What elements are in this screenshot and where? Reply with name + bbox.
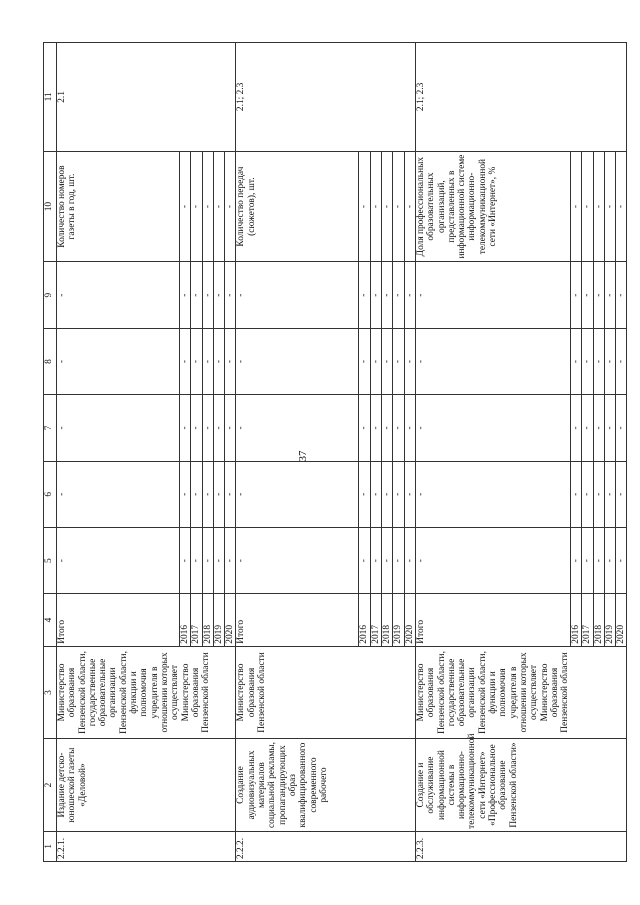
table-cell: - [180, 151, 191, 262]
table-cell: - [593, 461, 604, 527]
table-cell: - [180, 262, 191, 328]
table-cell: - [180, 528, 191, 594]
program-table [43, 42, 627, 862]
table-cell: - [604, 151, 615, 262]
table-cell: - [213, 461, 224, 527]
header-cell: 4 [44, 594, 57, 646]
table-cell: - [370, 262, 381, 328]
table-cell: - [202, 328, 213, 394]
table-cell: - [404, 395, 415, 461]
table-cell: - [404, 528, 415, 594]
table-cell: 2016 [180, 594, 191, 646]
table-cell: - [225, 395, 236, 461]
table-cell: - [616, 395, 627, 461]
table-cell: - [202, 151, 213, 262]
table-cell: - [415, 395, 570, 461]
table-cell: - [213, 328, 224, 394]
table-cell: - [415, 262, 570, 328]
header-cell: 3 [44, 646, 57, 739]
table-cell: - [57, 461, 180, 527]
table-cell: - [415, 461, 570, 527]
table-cell: Итого [236, 594, 359, 646]
table-cell: - [582, 151, 593, 262]
table-cell: - [604, 328, 615, 394]
table-cell: - [570, 528, 581, 594]
table-cell: - [616, 328, 627, 394]
table-cell: 2017 [582, 594, 593, 646]
table-cell: - [370, 151, 381, 262]
table-cell: - [202, 395, 213, 461]
table-cell: 2020 [404, 594, 415, 646]
table-row [57, 43, 180, 862]
table-cell: - [382, 151, 393, 262]
table-cell: 2019 [393, 594, 404, 646]
table-cell: - [593, 328, 604, 394]
table-cell: - [393, 151, 404, 262]
table-cell: Доля профессиональных образовательных организаций, представленных в информационной системе информационно-телекоммуникационной сети «Интернет», % [415, 151, 570, 262]
table-cell: - [57, 528, 180, 594]
table-cell: - [180, 328, 191, 394]
table-cell: 2.1 [57, 43, 236, 152]
table-cell: - [604, 528, 615, 594]
table-cell: Издание детско-юношеской газеты «Деловой» [57, 739, 236, 832]
table-row [415, 43, 570, 862]
table-cell: - [382, 328, 393, 394]
header-cell: 5 [44, 528, 57, 594]
table-cell: - [191, 328, 202, 394]
rotated-table-container [43, 42, 627, 862]
table-cell: - [236, 461, 359, 527]
table-cell: Количество передач (сюжетов), шт. [236, 151, 359, 262]
table-cell: - [404, 461, 415, 527]
table-cell: - [359, 328, 370, 394]
table-cell: - [180, 395, 191, 461]
table-cell: - [393, 262, 404, 328]
table-cell: 2017 [191, 594, 202, 646]
table-cell: - [191, 528, 202, 594]
table-cell: - [393, 461, 404, 527]
table-cell: - [415, 328, 570, 394]
table-cell: - [604, 262, 615, 328]
table-cell: - [202, 528, 213, 594]
table-cell: - [593, 528, 604, 594]
table-cell: - [404, 262, 415, 328]
table-cell: - [582, 395, 593, 461]
table-cell: - [57, 262, 180, 328]
table-cell: - [225, 151, 236, 262]
table-cell: Создание аудиовизуальных материалов социальной рекламы, пропагандирующих образ квалифицированного современного рабочего [236, 739, 415, 832]
table-cell: - [359, 528, 370, 594]
header-cell: 7 [44, 395, 57, 461]
table-cell: - [236, 262, 359, 328]
table-cell: - [225, 328, 236, 394]
table-cell: - [616, 151, 627, 262]
table-row [236, 43, 359, 862]
table-cell: - [191, 262, 202, 328]
table-cell: 2018 [593, 594, 604, 646]
table-cell: Количество номеров газеты в год, шт. [57, 151, 180, 262]
header-cell: 2 [44, 739, 57, 832]
header-cell: 6 [44, 461, 57, 527]
table-cell: 2020 [616, 594, 627, 646]
table-cell: - [382, 262, 393, 328]
table-cell: - [57, 395, 180, 461]
table-cell: - [359, 262, 370, 328]
table-cell: - [382, 528, 393, 594]
table-cell: 2018 [202, 594, 213, 646]
table-cell: 2.2.2. [236, 831, 415, 861]
table-cell: - [359, 151, 370, 262]
table-cell: - [225, 461, 236, 527]
table-cell: - [404, 151, 415, 262]
table-cell: - [191, 461, 202, 527]
table-cell: - [582, 328, 593, 394]
table-cell: - [236, 528, 359, 594]
header-cell: 10 [44, 151, 57, 262]
table-cell: - [191, 151, 202, 262]
table-cell: - [582, 461, 593, 527]
table-cell: - [393, 395, 404, 461]
header-cell: 1 [44, 831, 57, 861]
table-cell: - [393, 528, 404, 594]
table-cell: - [213, 395, 224, 461]
table-cell: - [582, 262, 593, 328]
table-cell: - [616, 262, 627, 328]
header-row [44, 43, 57, 862]
table-cell: - [370, 328, 381, 394]
table-cell: - [191, 395, 202, 461]
table-cell: Итого [57, 594, 180, 646]
table-cell: 2.2.3. [415, 831, 626, 861]
table-cell: Министерство образования Пензенской области, государственные образовательные организации Пензенской области, функции и полномочия учредителя в отношении которых осуществляет Министерство образования Пензенской области [415, 646, 626, 739]
table-cell: - [582, 528, 593, 594]
table-cell: - [57, 328, 180, 394]
table-cell: - [382, 461, 393, 527]
table-cell: 2017 [370, 594, 381, 646]
table-cell: - [382, 395, 393, 461]
table-cell: Создание и обслуживание информационной системы в информационно-телекоммуникационной сети «Интернет» «Профессиональное образование Пензенской области» [415, 739, 626, 832]
header-cell: 9 [44, 262, 57, 328]
table-cell: - [202, 461, 213, 527]
table-cell: - [570, 151, 581, 262]
table-cell: - [370, 461, 381, 527]
table-cell: 2.1; 2.3 [236, 43, 415, 152]
table-cell: 2018 [382, 594, 393, 646]
table-cell: - [236, 328, 359, 394]
table-cell: - [370, 395, 381, 461]
table-cell: - [404, 328, 415, 394]
table-cell: 2020 [225, 594, 236, 646]
table-cell: Министерство образования Пензенской области [236, 646, 415, 739]
table-cell: - [593, 151, 604, 262]
table-cell: - [570, 461, 581, 527]
table-cell: Министерство образования Пензенской области, государственные образовательные организации Пензенской области, функции и полномочия учредителя в отношении которых осуществляет Министерство образования Пензенской области [57, 646, 236, 739]
table-cell: - [593, 262, 604, 328]
table-cell: - [225, 528, 236, 594]
table-cell: - [604, 461, 615, 527]
table-cell: 2019 [604, 594, 615, 646]
page-number: 37 [297, 450, 309, 462]
table-cell: - [180, 461, 191, 527]
table-cell: Итого [415, 594, 570, 646]
table-cell: - [570, 395, 581, 461]
table-cell: 2016 [570, 594, 581, 646]
table-cell: - [593, 395, 604, 461]
table-cell: - [236, 395, 359, 461]
table-cell: - [213, 151, 224, 262]
table-cell: - [213, 528, 224, 594]
table-cell: - [370, 528, 381, 594]
table-cell: - [202, 262, 213, 328]
table-cell: 2.1; 2.3 [415, 43, 626, 152]
table-cell: - [616, 528, 627, 594]
table-cell: - [359, 395, 370, 461]
table-cell: - [225, 262, 236, 328]
table-cell: - [604, 395, 615, 461]
table-cell: 2016 [359, 594, 370, 646]
table-cell: - [213, 262, 224, 328]
table-cell: - [415, 528, 570, 594]
header-cell: 11 [44, 43, 57, 152]
table-cell: - [570, 328, 581, 394]
table-cell: 2019 [213, 594, 224, 646]
header-cell: 8 [44, 328, 57, 394]
table-cell: - [616, 461, 627, 527]
table-cell: 2.2.1. [57, 831, 236, 861]
table-cell: - [570, 262, 581, 328]
table-cell: - [359, 461, 370, 527]
table-cell: - [393, 328, 404, 394]
